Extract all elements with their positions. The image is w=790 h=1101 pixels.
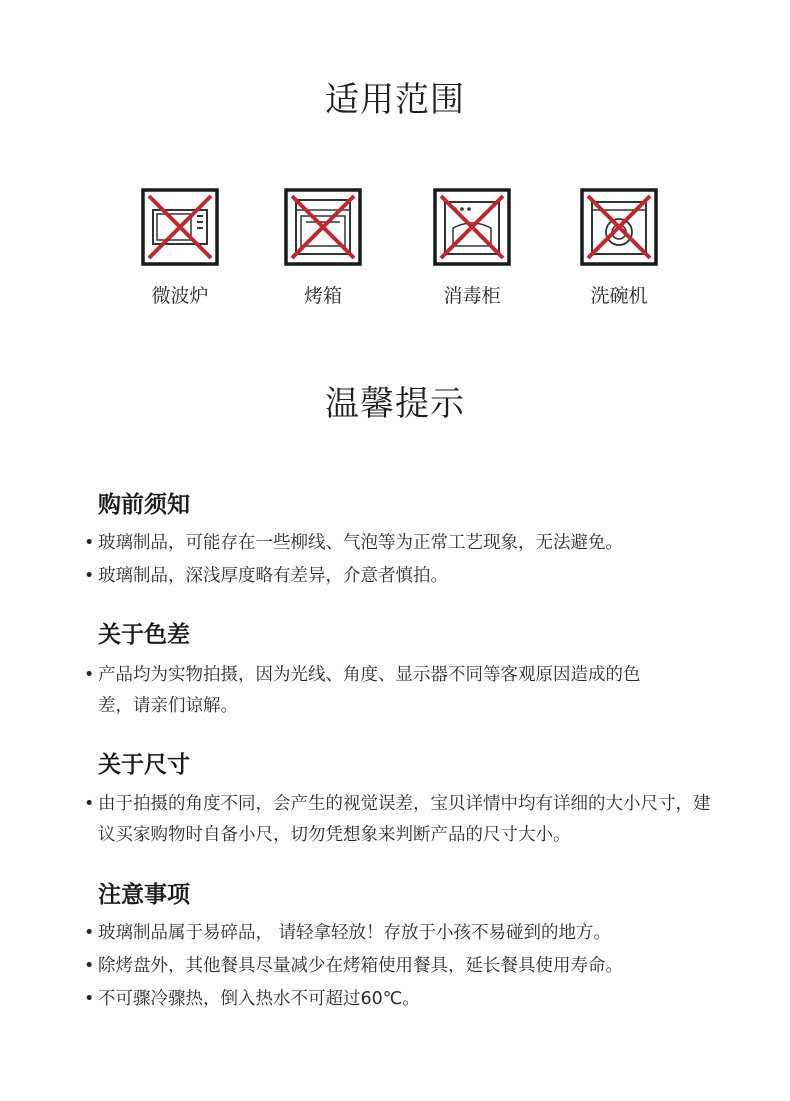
tip-bullet	[84, 918, 744, 949]
bullet-dot: •	[84, 956, 95, 976]
scope-label-oven: 烤箱	[303, 285, 342, 307]
scope-item-dishwasher	[549, 188, 689, 308]
scope-label-dishwasher: 洗碗机	[590, 285, 648, 307]
scope-item-oven	[253, 188, 393, 308]
bullet-dot: •	[84, 794, 95, 814]
tip-bullet-text: 由于拍摄的角度不同，会产生的视觉误差，宝贝详情中均有详细的大小尺寸，建议买家购物时自备小尺，切勿凭想象来判断产品的尺寸大小。	[98, 794, 711, 845]
scope-item-microwave	[110, 188, 250, 308]
tip-heading: 购前须知	[98, 492, 190, 518]
scope-label-sterilizer: 消毒柜	[443, 285, 501, 307]
scope-icons-row	[0, 188, 790, 318]
microwave-icon	[141, 188, 219, 266]
tip-bullet-text: 除烤盘外，其他餐具尽量减少在烤箱使用餐具，延长餐具使用寿命。	[98, 956, 623, 976]
tip-bullet-text: 玻璃制品属于易碎品， 请轻拿轻放！存放于小孩不易碰到的地方。	[98, 923, 612, 943]
bullet-dot: •	[84, 665, 95, 685]
tip-bullet-text: 玻璃制品，可能存在一些柳线、气泡等为正常工艺现象，无法避免。	[98, 533, 623, 553]
oven-icon	[284, 188, 362, 266]
tip-bullet	[84, 660, 664, 722]
dishwasher-icon	[580, 188, 658, 266]
tip-bullet	[84, 789, 724, 851]
bullet-dot: •	[84, 923, 95, 943]
scope-title: 适用范围	[325, 80, 465, 120]
tip-bullet	[84, 528, 744, 559]
bullet-dot: •	[84, 566, 95, 586]
tip-bullet	[84, 561, 744, 592]
scope-item-sterilizer	[402, 188, 542, 308]
bullet-dot: •	[84, 533, 95, 553]
tip-heading: 注意事项	[98, 882, 190, 908]
tip-bullet-text: 产品均为实物拍摄，因为光线、角度、显示器不同等客观原因造成的色差，请亲们谅解。	[98, 665, 641, 716]
tip-bullet	[84, 984, 744, 1015]
scope-label-microwave: 微波炉	[151, 285, 209, 307]
tip-bullet	[84, 951, 744, 982]
sterilizer-icon	[433, 188, 511, 266]
bullet-dot: •	[84, 989, 95, 1009]
tip-bullet-text: 玻璃制品，深浅厚度略有差异，介意者慎拍。	[98, 566, 448, 586]
tip-heading: 关于色差	[98, 622, 190, 648]
tip-bullet-text: 不可骤冷骤热，倒入热水不可超过60℃。	[98, 989, 420, 1009]
tips-title: 温馨提示	[325, 384, 465, 424]
tip-heading: 关于尺寸	[98, 752, 190, 778]
